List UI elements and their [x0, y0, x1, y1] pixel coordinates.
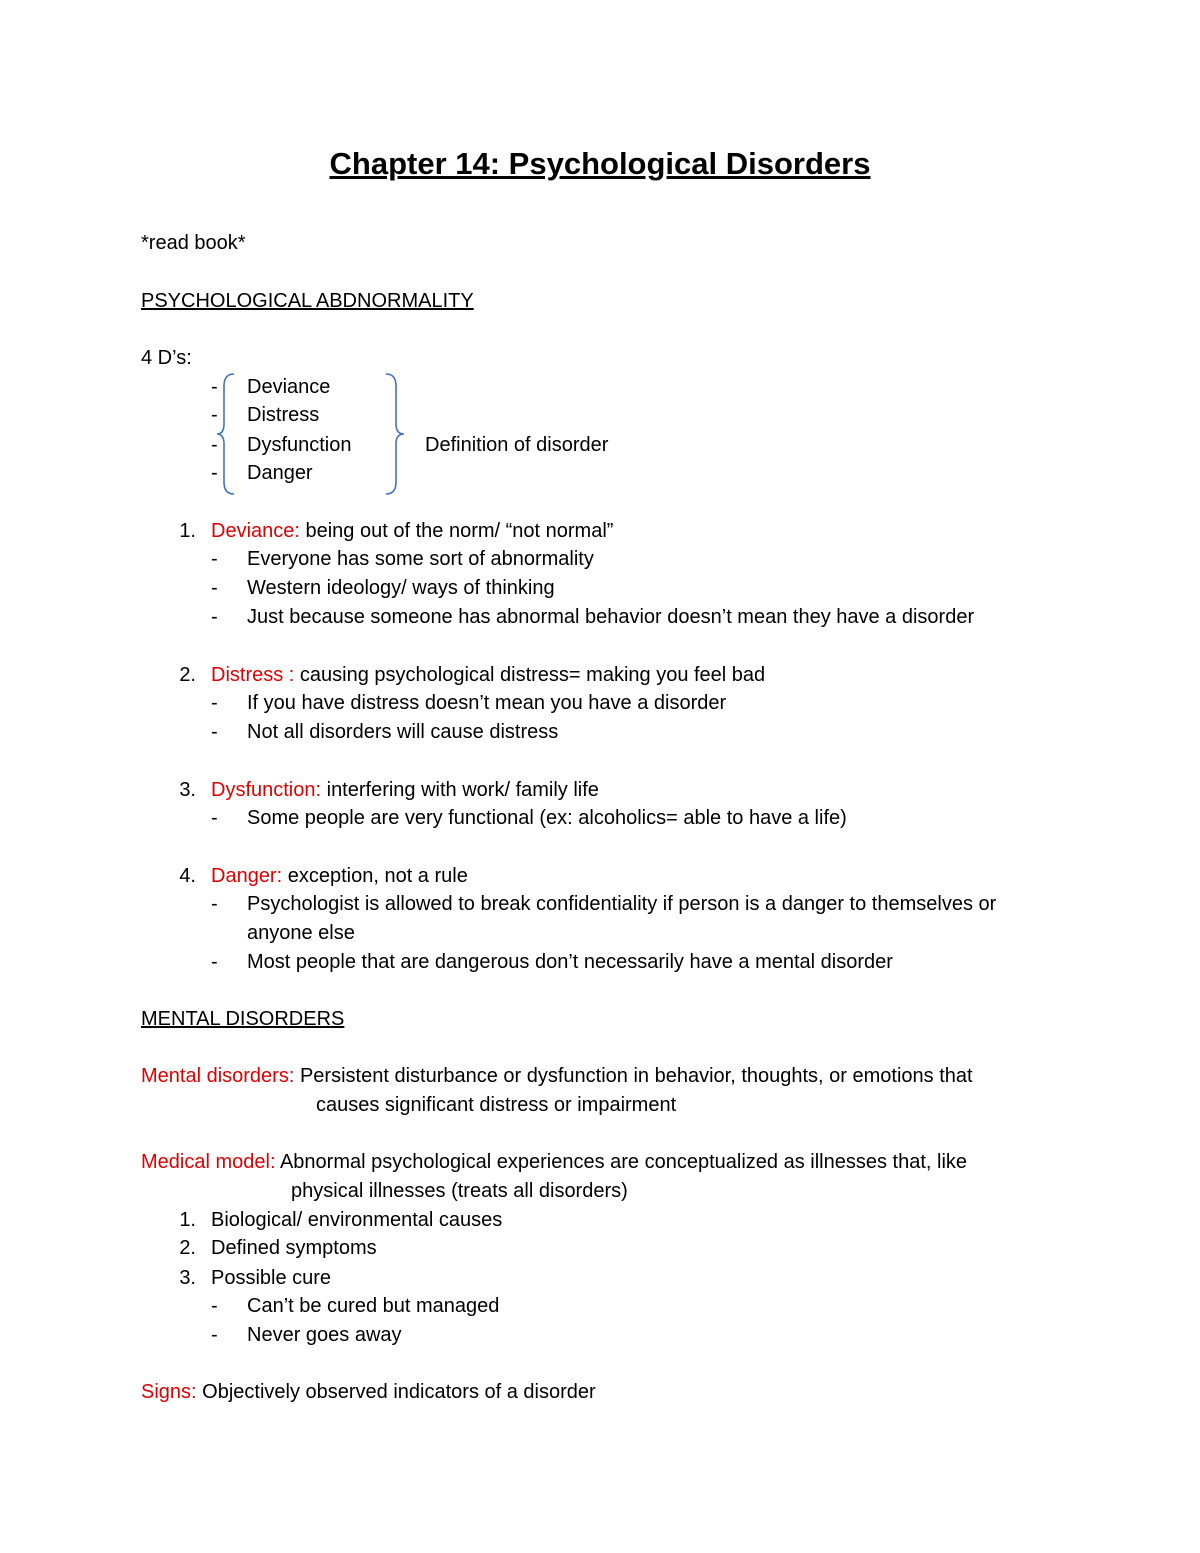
definition-line: [141, 1066, 973, 1086]
definition-line: [141, 1152, 967, 1172]
section-heading-abnormality: PSYCHOLOGICAL ABDNORMALITY: [141, 290, 474, 312]
dash-bullet: -: [211, 548, 218, 570]
definition-text: Persistent disturbance or dysfunction in behavior, thoughts, or emotions that: [294, 1065, 973, 1087]
bullet-text: If you have distress doesn’t mean you have a disorder: [247, 692, 727, 714]
dash-bullet: -: [211, 893, 218, 915]
bullet-text: Most people that are dangerous don’t necessarily have a mental disorder: [247, 951, 893, 973]
definition-text: exception, not a rule: [282, 865, 468, 887]
dash-bullet: -: [211, 434, 218, 456]
definition-line: [211, 665, 765, 685]
term-dysfunction: Dysfunction:: [211, 779, 322, 801]
term-distress: Distress :: [211, 664, 295, 686]
four-ds-label: 4 D’s:: [141, 347, 192, 369]
four-d-item: Dysfunction: [247, 434, 352, 456]
list-number: 1.: [179, 1209, 196, 1231]
bullet-text: Psychologist is allowed to break confidentiality if person is a danger to themselves or: [247, 893, 997, 915]
bullet-text: Can’t be cured but managed: [247, 1295, 500, 1317]
definition-line: [211, 521, 613, 541]
dash-bullet: -: [211, 1324, 218, 1346]
definition-text: Abnormal psychological experiences are conceptualized as illnesses that, like: [275, 1151, 968, 1173]
bullet-text: Everyone has some sort of abnormality: [247, 548, 594, 570]
list-number: 3.: [179, 779, 196, 801]
term-deviance: Deviance:: [211, 520, 300, 542]
list-item: Biological/ environmental causes: [211, 1209, 503, 1231]
note-text: *read book*: [141, 232, 246, 254]
bullet-text: Just because someone has abnormal behavior doesn’t mean they have a disorder: [247, 606, 975, 628]
dash-bullet: -: [211, 462, 218, 484]
left-brace-icon: [214, 372, 238, 496]
section-heading-mental-disorders: MENTAL DISORDERS: [141, 1008, 345, 1030]
list-number: 3.: [179, 1267, 196, 1289]
list-item: Possible cure: [211, 1267, 332, 1289]
list-number: 2.: [179, 664, 196, 686]
definition-continuation: physical illnesses (treats all disorders): [291, 1180, 628, 1202]
dash-bullet: -: [211, 606, 218, 628]
dash-bullet: -: [211, 807, 218, 829]
dash-bullet: -: [211, 1295, 218, 1317]
dash-bullet: -: [211, 577, 218, 599]
list-number: 1.: [179, 520, 196, 542]
definition-text: causing psychological distress= making you feel bad: [294, 664, 766, 686]
list-number: 4.: [179, 865, 196, 887]
dash-bullet: -: [211, 692, 218, 714]
bullet-text: Some people are very functional (ex: alcoholics= able to have a life): [247, 807, 847, 829]
dash-bullet: -: [211, 721, 218, 743]
four-d-item: Deviance: [247, 376, 331, 398]
bullet-text: Western ideology/ ways of thinking: [247, 577, 555, 599]
definition-continuation: causes significant distress or impairment: [316, 1094, 677, 1116]
list-item: Defined symptoms: [211, 1237, 377, 1259]
page-title: Chapter 14: Psychological Disorders: [329, 146, 871, 181]
right-brace-icon: [384, 372, 410, 496]
term-mental-disorders: Mental disorders:: [141, 1065, 295, 1087]
list-number: 2.: [179, 1237, 196, 1259]
term-signs: Signs:: [141, 1381, 197, 1403]
definition-text: being out of the norm/ “not normal”: [299, 520, 614, 542]
definition-line: [141, 1382, 596, 1402]
brace-label: Definition of disorder: [425, 434, 609, 456]
bullet-text: Never goes away: [247, 1324, 402, 1346]
dash-bullet: -: [211, 376, 218, 398]
four-d-item: Distress: [247, 404, 320, 426]
definition-text: Objectively observed indicators of a disorder: [196, 1381, 596, 1403]
dash-bullet: -: [211, 951, 218, 973]
bullet-text: Not all disorders will cause distress: [247, 721, 559, 743]
term-medical-model: Medical model:: [141, 1151, 276, 1173]
four-d-item: Danger: [247, 462, 313, 484]
definition-text: interfering with work/ family life: [321, 779, 599, 801]
term-danger: Danger:: [211, 865, 283, 887]
definition-line: [211, 866, 468, 886]
bullet-text-continuation: anyone else: [247, 922, 355, 944]
definition-line: [211, 780, 599, 800]
dash-bullet: -: [211, 404, 218, 426]
